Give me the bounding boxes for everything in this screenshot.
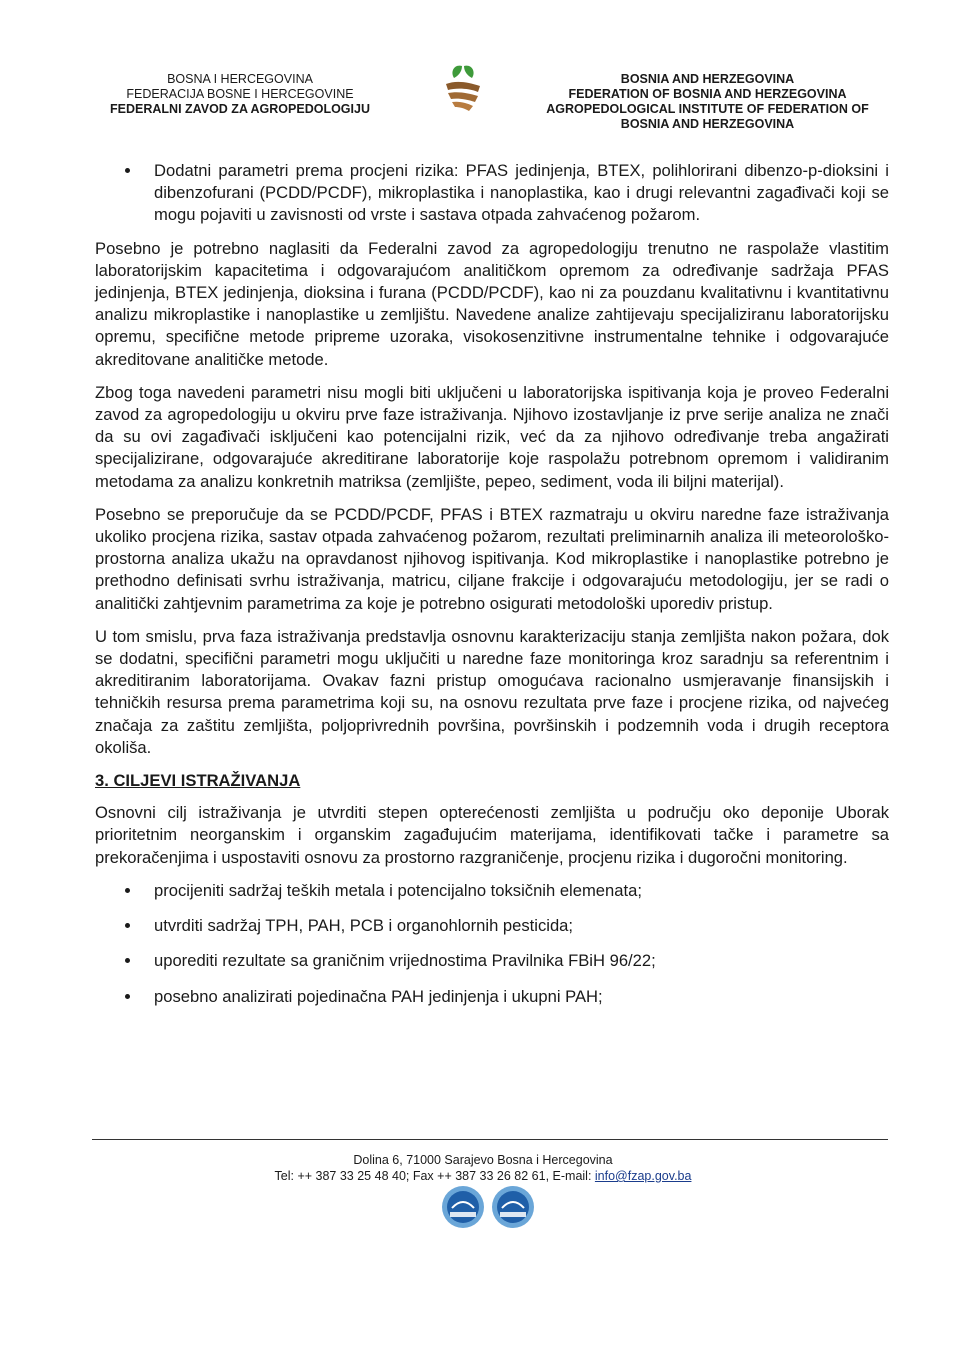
paragraph: U tom smislu, prva faza istraživanja predstavlja osnovnu karakterizaciju stanja zemljišta nakon požara, dok se dodatni, specifični parametri mogu uključiti u naredne faze monitoringa kroz saradnju sa referentnim i akreditiranim laboratorijama. Ovakav fazni pristup omogućava racionalno usmjeravanje finansijskih i tehničkih resursa prema parametrima koji su, na osnovu rezultata prve faze i procjene rizika, od najvećeg značaja za zaštitu zemljišta, poljoprivrednih površina, površinskih i podzemnih voda i drugih receptora okoliša.	[95, 626, 889, 757]
header-left-line-3: FEDERALNI ZAVOD ZA AGROPEDOLOGIJU	[110, 102, 370, 116]
header-right-line-3: AGROPEDOLOGICAL INSTITUTE OF FEDERATION OF	[546, 102, 869, 116]
institute-logo-icon	[440, 62, 486, 112]
goal-text: procijeniti sadržaj teških metala i potencijalno toksičnih elemenata;	[154, 880, 642, 900]
footer-divider	[92, 1139, 888, 1140]
header-right-line-2: FEDERATION OF BOSNIA AND HERZEGOVINA	[568, 87, 847, 101]
section-heading: 3. CILJEVI ISTRAŽIVANJA	[95, 771, 301, 791]
bullet-text: Dodatni parametri prema procjeni rizika: PFAS jedinjenja, BTEX, polihlorirani dibenzo-p-dioksini i dibenzofurani (PCDD/PCDF), mikroplastika i nanoplastika, kao i drugi relevantni zagađivači koji se mogu pojaviti u zavisnosti od vrste i sastava otpada zahvaćenog požarom.	[154, 161, 889, 225]
bullet-icon	[125, 958, 130, 963]
footer	[0, 1152, 966, 1184]
goal-text: utvrditi sadržaj TPH, PAH, PCB i organohlornih pesticida;	[154, 916, 574, 936]
list-item	[95, 880, 889, 902]
goal-text: posebno analizirati pojedinačna PAH jedinjenja i ukupni PAH;	[154, 986, 603, 1006]
list-item	[95, 160, 889, 227]
paragraph: Posebno je potrebno naglasiti da Federalni zavod za agropedologiju trenutno ne raspolaže vlastitim laboratorijskim kapacitetima i odgovarajućom analitičkom opremom za određivanje sadržaja PFAS jedinjenja, BTEX jedinjenja, dioksina i furana (PCDD/PCDF), kao ni za pouzdanu kvalitativnu i kvantitativnu analizu mikroplastike i nanoplastike u zemljištu. Navedene analize zahtijevaju specijaliziranu laboratorijsku opremu, specifične metode pripreme uzoraka, visokosenzitivne instrumentalne tehnike i odgovarajuće akreditovane analitičke metode.	[95, 238, 889, 369]
document-body	[95, 160, 889, 1021]
paragraph: Zbog toga navedeni parametri nisu mogli biti uključeni u laboratorijska ispitivanja koja je proveo Federalni zavod za agropedologiju u okviru prve faze istraživanja. Njihovo izostavljanje iz prve serije analiza ne znači da su ovi zagađivači isključeni kao potencijalni rizik, već da za njihovo određivanje treba angažirati specijalizirane, odgovarajuće akreditirane laboratorije koje raspolažu potrebnom opremom i validiranim metodama za analizu konkretnih matriksa (zemljište, pepeo, sediment, voda ili biljni materijal).	[95, 382, 889, 491]
bullet-list-top	[95, 160, 889, 227]
header-right	[530, 72, 885, 132]
paragraph: Osnovni cilj istraživanja je utvrditi stepen opterećenosti zemljišta u području oko deponije Uborak prioritetnim neorganskim i organskim zagađujućim materijama, identifikovati tačke i parametre sa prekoračenjima i uspostaviti osnovu za prostorno razgraničenje, procjenu rizika i dugoročni monitoring.	[95, 803, 889, 867]
goal-text: uporediti rezultate sa graničnim vrijednostima Pravilnika FBiH 96/22;	[154, 951, 656, 971]
bullet-icon	[125, 168, 130, 173]
header-left	[95, 72, 385, 117]
list-item	[95, 986, 889, 1008]
goals-list	[95, 880, 889, 1008]
iso-certification-seals-icon	[440, 1184, 536, 1230]
list-item	[95, 950, 889, 972]
bullet-icon	[125, 923, 130, 928]
footer-address: Dolina 6, 71000 Sarajevo Bosna i Hercegovina	[353, 1153, 613, 1167]
email-link[interactable]: info@fzap.gov.ba	[594, 1169, 692, 1183]
header-left-line-2: FEDERACIJA BOSNE I HERCEGOVINE	[126, 87, 354, 101]
footer-contact-text: Tel: ++ 387 33 25 48 40; Fax ++ 387 33 26 82 61, E-mail:	[274, 1169, 595, 1183]
header-right-line-4: BOSNIA AND HERZEGOVINA	[620, 117, 795, 131]
paragraph: Posebno se preporučuje da se PCDD/PCDF, PFAS i BTEX razmatraju u okviru naredne faze istraživanja ukoliko procjena rizika, sastav otpada zahvaćenog požarom, rezultati preliminarnih analiza ili meteorološko-prostorna analiza ukažu na opravdanost njihovog ispitivanja. Kod mikroplastike i nanoplastike potrebno je prethodno definisati svrhu istraživanja, matricu, ciljane frakcije i odgovarajuću metodologiju, jer se radi o analitički zahtjevnim parametrima za koje je potrebno osigurati metodološki uporediv pristup.	[95, 504, 889, 613]
bullet-icon	[125, 994, 130, 999]
header-right-line-1: BOSNIA AND HERZEGOVINA	[620, 72, 795, 86]
footer-contact	[0, 1168, 966, 1184]
list-item	[95, 915, 889, 937]
bullet-icon	[125, 888, 130, 893]
header-left-line-1: BOSNA I HERCEGOVINA	[167, 72, 313, 86]
